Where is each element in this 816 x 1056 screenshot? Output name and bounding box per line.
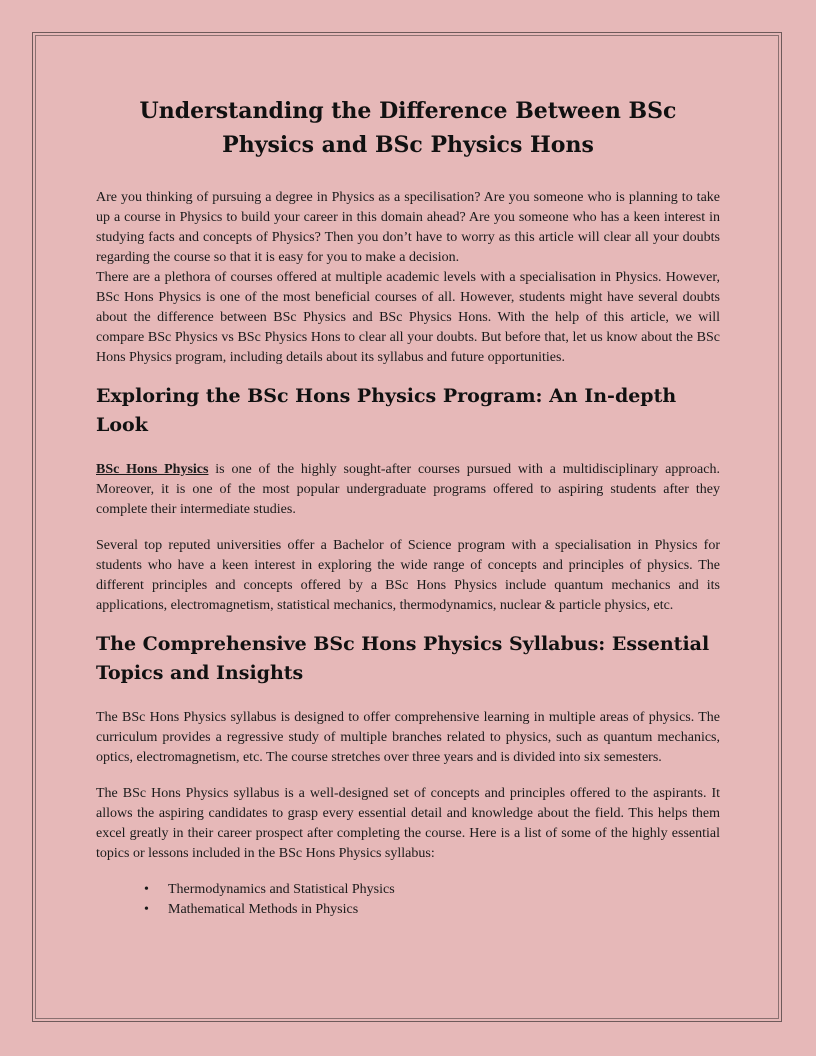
program-paragraph-1-text: is one of the highly sought-after courses pursued with a multidisciplinary approach. Moreover, it is one of the most popular undergraduate programs offered to aspiring students after they complete their intermediate studies. (96, 462, 720, 517)
intro-paragraph-2: There are a plethora of courses offered at multiple academic levels with a specialisation in Physics. However, BSc Hons Physics is one of the most beneficial courses of all. However, students might have several doubts about the difference between BSc Physics and BSc Physics Hons. With the help of this article, we will compare BSc Physics vs BSc Physics Hons to clear all your doubts. But before that, let us know about the BSc Hons Physics program, including details about its syllabus and future opportunities. (96, 270, 720, 365)
document-body (96, 94, 720, 920)
section-heading-program: Exploring the BSc Hons Physics Program: An In-depth Look (96, 385, 677, 436)
intro-paragraph-1: Are you thinking of pursuing a degree in Physics as a specilisation? Are you someone who is planning to take up a course in Physics to build your career in this domain ahead? Are you someone who has a keen interest in studying facts and concepts of Physics? Then you don’t have to worry as this article will clear all your doubts regarding the course so that it is easy for you to make a decision. (96, 190, 720, 265)
syllabus-topic-list (96, 880, 720, 920)
page-title: Understanding the Difference Between BSc Physics and BSc Physics Hons (139, 98, 677, 158)
list-item: • Thermodynamics and Statistical Physics (168, 880, 720, 900)
syllabus-paragraph-2: The BSc Hons Physics syllabus is a well-designed set of concepts and principles offered to the aspirants. It allows the aspiring candidates to grasp every essential detail and knowledge about the field. This helps them excel greatly in their career prospect after completing the course. Here is a list of some of the highly essential topics or lessons included in the BSc Hons Physics syllabus: (96, 786, 720, 861)
bullet-icon: • (144, 902, 149, 917)
program-paragraph-1 (96, 460, 720, 520)
list-item: • Mathematical Methods in Physics (168, 900, 720, 920)
section-heading-syllabus: The Comprehensive BSc Hons Physics Syllabus: Essential Topics and Insights (96, 633, 710, 684)
bullet-icon: • (144, 882, 149, 897)
program-paragraph-2: Several top reputed universities offer a Bachelor of Science program with a specialisation in Physics for students who have a keen interest in exploring the wide range of concepts and principles of physics. The different principles and concepts offered by a BSc Hons Physics include quantum mechanics and its applications, electromagnetism, statistical mechanics, thermodynamics, nuclear & particle physics, etc. (96, 538, 720, 613)
bsc-hons-physics-link[interactable]: BSc Hons Physics (96, 462, 209, 477)
syllabus-paragraph-1: The BSc Hons Physics syllabus is designed to offer comprehensive learning in multiple areas of physics. The curriculum provides a regressive study of multiple branches related to physics, such as quantum mechanics, optics, electromagnetism, etc. The course stretches over three years and is divided into six semesters. (96, 710, 720, 765)
